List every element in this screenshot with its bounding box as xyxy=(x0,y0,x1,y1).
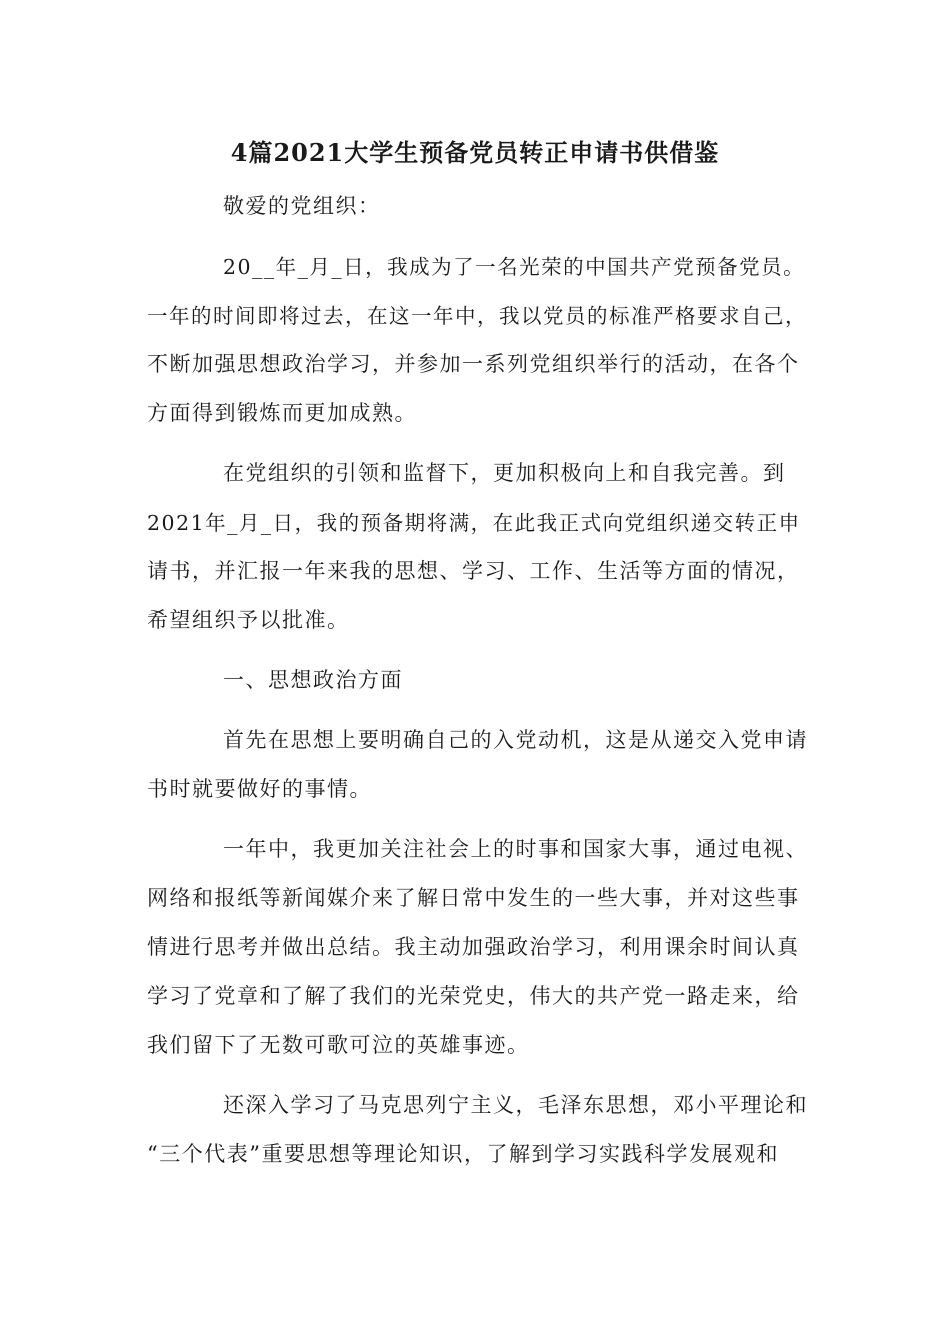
paragraph-line: 在党组织的引领和监督下，更加积极向上和自我完善。到 xyxy=(223,461,786,485)
paragraph-line: 请书，并汇报一年来我的思想、学习、工作、生活等方面的情况， xyxy=(147,559,800,583)
paragraph-line: 学习了党章和了解了我们的光荣党史，伟大的共产党一路走来，给 xyxy=(147,984,800,1008)
salutation: 敬爱的党组织： xyxy=(223,194,381,218)
section-heading: 一、思想政治方面 xyxy=(223,668,403,692)
paragraph-line: 我们留下了无数可歌可泣的英雄事迹。 xyxy=(147,1033,530,1057)
paragraph-line: 20__年_月_日，我成为了一名光荣的中国共产党预备党员。 xyxy=(223,255,806,279)
paragraph-line: 网络和报纸等新闻媒介来了解日常中发生的一些大事，并对这些事 xyxy=(147,886,800,910)
paragraph-line: 情进行思考并做出总结。我主动加强政治学习，利用课余时间认真 xyxy=(147,935,800,959)
paragraph-line: 2021年_月_日，我的预备期将满，在此我正式向党组织递交转正申 xyxy=(147,511,801,535)
paragraph-line: 希望组织予以批准。 xyxy=(147,608,350,632)
paragraph-line: 首先在思想上要明确自己的入党动机，这是从递交入党申请 xyxy=(223,728,808,752)
paragraph-line: 一年中，我更加关注社会上的时事和国家大事，通过电视、 xyxy=(223,837,808,861)
paragraph-line: 不断加强思想政治学习，并参加一系列党组织举行的活动，在各个 xyxy=(147,352,800,376)
document-title: 4篇2021大学生预备党员转正申请书供借鉴 xyxy=(230,138,720,167)
paragraph-line: 还深入学习了马克思列宁主义，毛泽东思想，邓小平理论和 xyxy=(223,1093,808,1117)
paragraph-line: “三个代表”重要思想等理论知识，了解到学习实践科学发展观和 xyxy=(147,1142,779,1166)
paragraph-line: 方面得到锻炼而更加成熟。 xyxy=(147,401,417,425)
paragraph-line: 书时就要做好的事情。 xyxy=(147,777,372,801)
paragraph-line: 一年的时间即将过去，在这一年中，我以党员的标准严格要求自己， xyxy=(147,304,807,328)
